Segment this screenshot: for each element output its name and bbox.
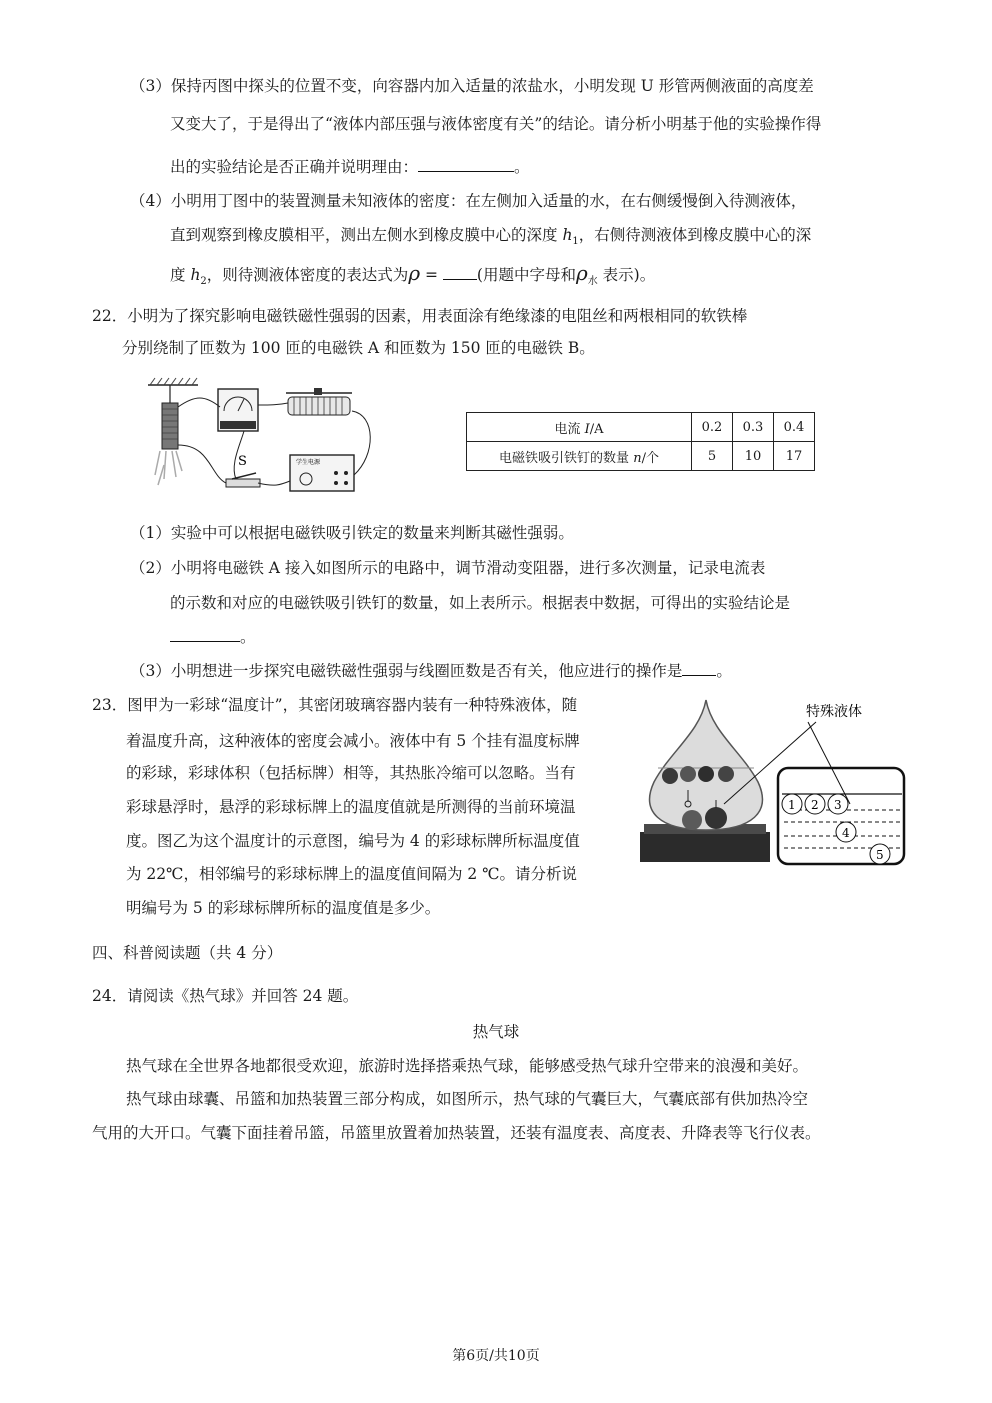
table-header-nails: 电磁铁吸引铁钉的数量 n/个	[467, 442, 692, 471]
ball-3-label: 3	[834, 798, 842, 812]
q23-line6: 为 22℃，相邻编号的彩球标牌上的温度值间隔为 2 ℃。请分析说	[126, 865, 578, 883]
article-paragraph-1: 热气球在全世界各地都很受欢迎，旅游时选择搭乘热气球，能够感受热气球升空带来的浪漫和美好。	[126, 1057, 809, 1075]
q21-part3-line2: 又变大了，于是得出了“液体内部压强与液体密度有关”的结论。请分析小明基于他的实验操作得	[170, 115, 822, 133]
ball-2-label: 2	[811, 798, 819, 812]
table-cell: 17	[774, 442, 815, 471]
table-cell: 0.2	[692, 413, 733, 442]
q22-sub2-line3: 。	[170, 626, 256, 648]
article-title: 热气球	[472, 1023, 520, 1041]
answer-blank[interactable]	[682, 661, 716, 676]
ball-1-label: 1	[788, 798, 796, 812]
special-liquid-label: 特殊液体	[806, 704, 862, 720]
table-row	[467, 413, 815, 442]
switch	[226, 479, 260, 487]
q21-part3-line3: 出的实验结论是否正确并说明理由： 。	[170, 158, 530, 176]
table-cell: 10	[733, 442, 774, 471]
q22-sub3: （3）小明想进一步探究电磁铁磁性强弱与线圈匝数是否有关，他应进行的操作是 。	[130, 662, 732, 680]
q21-part4-line2: 直到观察到橡皮膜相平，测出左侧水到橡皮膜中心的深度 $h_1$，右侧待测液体到橡皮膜中心的深	[170, 226, 812, 248]
answer-blank[interactable]	[443, 265, 477, 280]
electromagnet	[162, 403, 178, 449]
q24-line1: 24．请阅读《热气球》并回答 24 题。	[92, 987, 359, 1005]
section-4-heading: 四、科普阅读题（共 4 分）	[92, 944, 283, 962]
answer-blank[interactable]	[170, 627, 240, 642]
answer-blank[interactable]	[418, 157, 514, 172]
q23-line3: 的彩球，彩球体积（包括标牌）相等，其热胀冷缩可以忽略。当有	[126, 764, 576, 782]
rheostat	[288, 397, 350, 415]
current-nails-table	[466, 412, 815, 471]
article-paragraph-2-line2: 气用的大开口。气囊下面挂着吊篮，吊篮里放置着加热装置，还装有温度表、高度表、升降表等飞行仪表。	[92, 1124, 821, 1142]
table-cell: 0.4	[774, 413, 815, 442]
q23-line4: 彩球悬浮时，悬浮的彩球标牌上的温度值就是所测得的当前环境温	[126, 798, 576, 816]
table-cell: 0.3	[733, 413, 774, 442]
q21-part4-line3: 度 $h_2$，则待测液体密度的表达式为ρ = (用题中字母和$\rho_水$ 表示)。	[170, 261, 656, 288]
q23-line1: 23．图甲为一彩球“温度计”，其密闭玻璃容器内装有一种特殊液体，随	[92, 696, 578, 714]
q22-line1: 22．小明为了探究影响电磁铁磁性强弱的因素，用表面涂有绝缘漆的电阻丝和两根相同的软铁棒	[92, 307, 748, 325]
article-paragraph-2-line1: 热气球由球囊、吊篮和加热装置三部分构成，如图所示，热气球的气囊巨大，气囊底部有供加热冷空	[126, 1090, 809, 1108]
power-supply-label: 学生电源	[296, 459, 321, 466]
q22-sub2-line2: 的示数和对应的电磁铁吸引铁钉的数量，如上表所示。根据表中数据，可得出的实验结论是	[170, 594, 791, 612]
q21-part3-line1: （3）保持丙图中探头的位置不变，向容器内加入适量的浓盐水，小明发现 U 形管两侧液面的高度差	[130, 77, 814, 95]
page-footer: 第6页/共10页	[452, 1348, 540, 1364]
q22-sub1: （1）实验中可以根据电磁铁吸引铁定的数量来判断其磁性强弱。	[130, 524, 574, 542]
switch-label: S	[238, 454, 247, 469]
q23-line5: 度。图乙为这个温度计的示意图，编号为 4 的彩球标牌所标温度值	[126, 832, 580, 850]
q23-line7: 明编号为 5 的彩球标牌所标的温度值是多少。	[126, 899, 441, 917]
ball-5-label: 5	[876, 848, 884, 862]
table-cell: 5	[692, 442, 733, 471]
table-header-current: 电流 I/A	[467, 413, 692, 442]
table-row	[467, 442, 815, 471]
q22-sub2-line1: （2）小明将电磁铁 A 接入如图所示的电路中，调节滑动变阻器，进行多次测量，记录电流表	[130, 559, 766, 577]
circuit-figure	[140, 375, 390, 505]
thermometer-figure	[640, 692, 908, 872]
q22-line2: 分别绕制了匝数为 100 匝的电磁铁 A 和匝数为 150 匝的电磁铁 B。	[122, 339, 595, 357]
q23-line2: 着温度升高，这种液体的密度会减小。液体中有 5 个挂有温度标牌	[126, 732, 580, 750]
q21-part4-line1: （4）小明用丁图中的装置测量未知液体的密度：在左侧加入适量的水，在右侧缓慢倒入待测液体，	[130, 192, 807, 210]
ball-4-label: 4	[842, 826, 850, 840]
